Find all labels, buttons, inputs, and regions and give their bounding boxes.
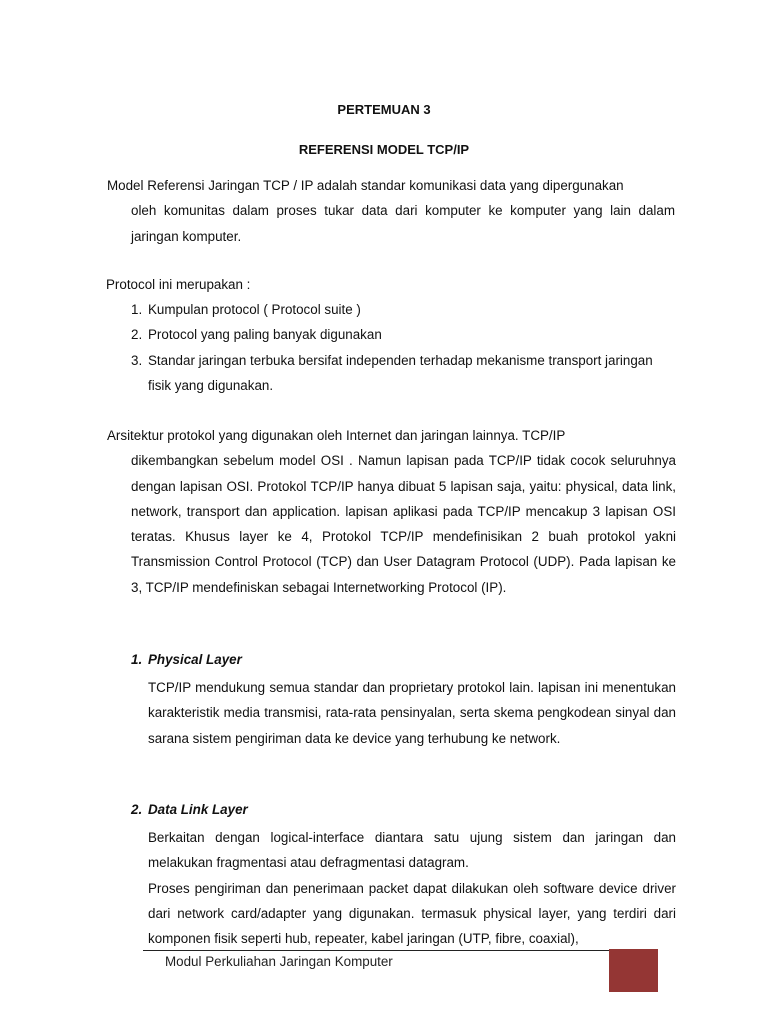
section-heading-data-link-layer	[131, 802, 248, 817]
architecture-rest: dikembangkan sebelum model OSI . Namun lapisan pada TCP/IP tidak cocok seluruhnya dengan lapisan OSI. Protokol TCP/IP hanya dibuat 5 lapisan saja, yaitu: physical, data link, network, transport dan application. lapisan aplikasi pada TCP/IP mencakup 3 lapisan OSI teratas. Khusus layer ke 4, Protokol TCP/IP mendefinisikan 2 buah protokol yakni Transmission Control Protocol (TCP) dan User Datagram Protocol (UDP). Pada lapisan ke 3, TCP/IP mendefiniskan sebagai Internetworking Protocol (IP).	[131, 453, 676, 595]
list-item	[131, 322, 675, 347]
intro-rest: oleh komunitas dalam proses tukar data dari komputer ke komputer yang lain dalam jaringan komputer.	[131, 203, 675, 244]
intro-paragraph	[107, 173, 675, 249]
architecture-paragraph	[107, 423, 676, 600]
list-item-number: 2.	[131, 327, 143, 343]
protocol-list	[131, 297, 675, 398]
footer-divider	[143, 950, 613, 951]
section-body-paragraph: Berkaitan dengan logical-interface diantara satu ujung sistem dan jaringan dan melakukan fragmentasi atau defragmentasi datagram.	[148, 830, 676, 871]
section-title: Physical Layer	[148, 652, 242, 667]
list-item-number: 1.	[131, 302, 143, 317]
footer-text: Modul Perkuliahan Jaringan Komputer	[165, 954, 393, 969]
section-number: 2.	[131, 802, 143, 817]
section-body-paragraph: Proses pengiriman dan penerimaan packet dapat dilakukan oleh software device driver dari network card/adapter yang digunakan. termasuk physical layer, yang terdiri dari komponen fisik seperti hub, repeater, kabel jaringan (UTP, fibre, coaxial),	[148, 880, 676, 947]
list-item	[131, 348, 675, 399]
section-body-physical-layer: TCP/IP mendukung semua standar dan proprietary protokol lain. lapisan ini menentukan karakteristik media transmisi, rata-rata pensinyalan, serta skema pengkodean sinyal dan sarana sistem pengiriman data ke device yang terhubung ke network.	[148, 680, 676, 746]
page-subtitle: REFERENSI MODEL TCP/IP	[298, 142, 470, 157]
list-item-text: Standar jaringan terbuka bersifat independen terhadap mekanisme transport jaringan fisik yang digunakan.	[148, 352, 653, 393]
section-heading-physical-layer	[131, 652, 242, 667]
section-number: 1.	[131, 652, 143, 667]
section-body-data-link-layer	[148, 825, 676, 951]
list-item-text: Kumpulan protocol ( Protocol suite )	[148, 302, 361, 317]
list-item	[131, 297, 675, 322]
footer-accent-box	[609, 949, 658, 992]
list-item-text: Protocol yang paling banyak digunakan	[148, 327, 382, 343]
page-title: PERTEMUAN 3	[337, 102, 431, 117]
section-title: Data Link Layer	[148, 802, 248, 817]
protocol-label: Protocol ini merupakan :	[106, 277, 251, 292]
architecture-first-line: Arsitektur protokol yang digunakan oleh Internet dan jaringan lainnya. TCP/IP	[107, 428, 566, 443]
intro-first-line: Model Referensi Jaringan TCP / IP adalah standar komunikasi data yang dipergunakan	[107, 178, 624, 193]
list-item-number: 3.	[131, 352, 143, 368]
